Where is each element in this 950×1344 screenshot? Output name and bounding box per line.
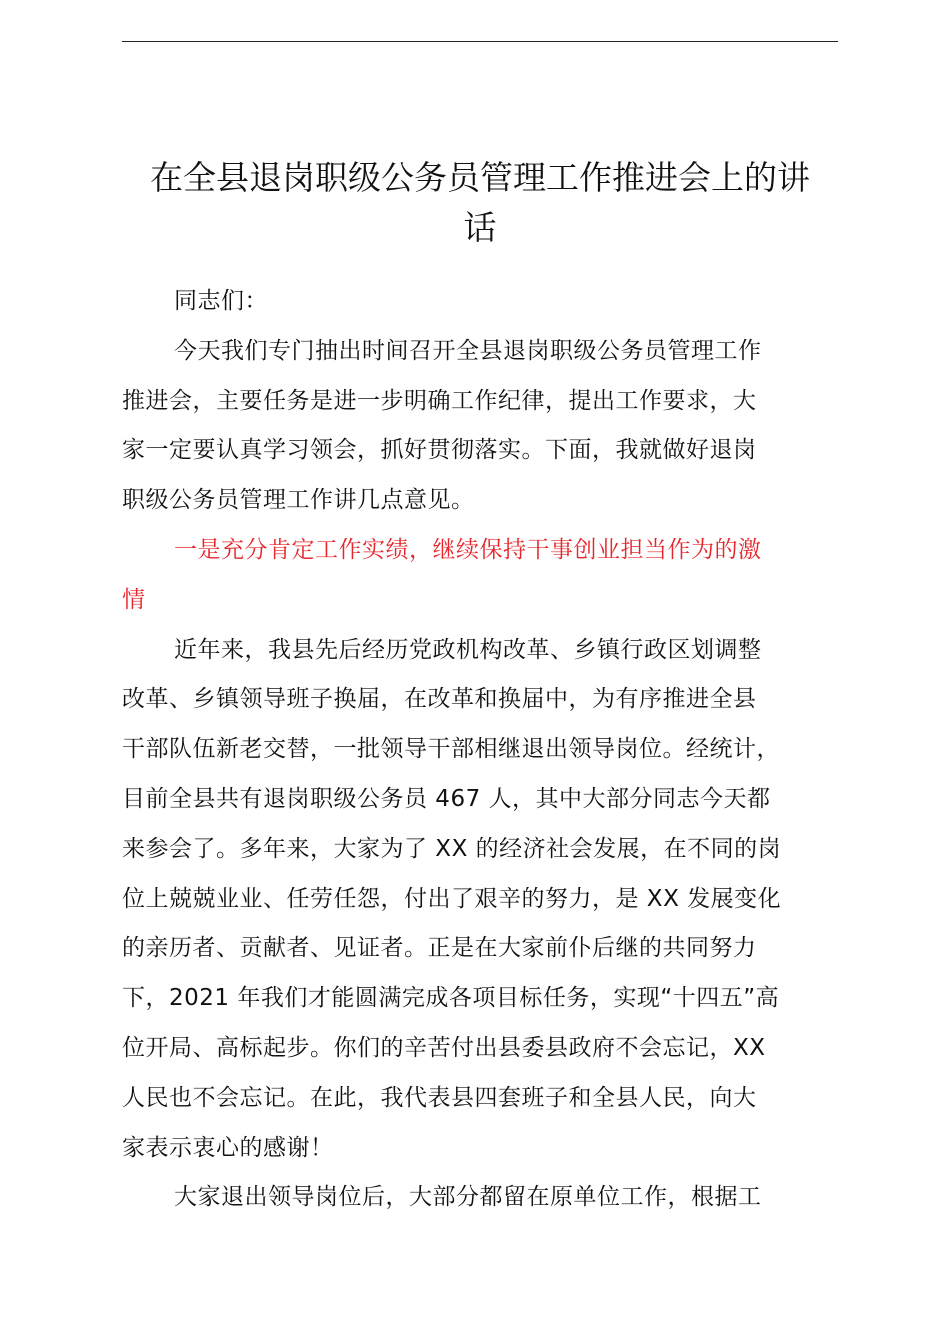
- paragraph-continued: [122, 1173, 838, 1223]
- text-line: 家表示衷心的感谢！: [122, 1134, 334, 1161]
- text-line: 位开局、高标起步。你们的辛苦付出县委县政府不会忘记，XX: [122, 1034, 766, 1061]
- text-line: 干部队伍新老交替，一批领导干部相继退出领导岗位。经统计，: [122, 736, 780, 763]
- text-line: 人民也不会忘记。在此，我代表县四套班子和全县人民，向大: [122, 1084, 757, 1111]
- text-line: 职级公务员管理工作讲几点意见。: [122, 487, 475, 514]
- page-title: [110, 153, 850, 253]
- text-line: 推进会，主要任务是进一步明确工作纪律，提出工作要求，大: [122, 387, 757, 414]
- paragraph-achievements: [122, 626, 838, 1174]
- text-line: 改革、乡镇领导班子换届，在改革和换届中，为有序推进全县: [122, 686, 757, 713]
- text-line: 来参会了。多年来，大家为了 XX 的经济社会发展，在不同的岗: [122, 835, 782, 862]
- text-line: 近年来，我县先后经历党政机构改革、乡镇行政区划调整: [174, 636, 762, 663]
- text-line: 今天我们专门抽出时间召开全县退岗职级公务员管理工作: [174, 337, 762, 364]
- heading-line: 一是充分肯定工作实绩，继续保持干事创业担当作为的激: [174, 536, 762, 563]
- paragraph-intro: [122, 327, 838, 526]
- title-line-2: 话: [463, 208, 497, 247]
- text-line: 的亲历者、贡献者、见证者。正是在大家前仆后继的共同努力: [122, 935, 757, 962]
- header-rule: [122, 41, 838, 42]
- text-line: 目前全县共有退岗职级公务员 467 人，其中大部分同志今天都: [122, 785, 771, 812]
- document-body: [122, 277, 838, 1223]
- text-line: 位上兢兢业业、任劳任怨，付出了艰辛的努力，是 XX 发展变化: [122, 885, 782, 912]
- greeting: 同志们：: [174, 288, 268, 314]
- title-line-1: 在全县退岗职级公务员管理工作推进会上的讲: [150, 158, 810, 197]
- heading-line: 情: [122, 586, 146, 613]
- section-heading: [122, 526, 838, 626]
- text-line: 家一定要认真学习领会，抓好贯彻落实。下面，我就做好退岗: [122, 437, 757, 464]
- text-line: 下，2021 年我们才能圆满完成各项目标任务，实现“十四五”高: [122, 985, 780, 1012]
- text-line: 大家退出领导岗位后，大部分都留在原单位工作，根据工: [174, 1184, 762, 1211]
